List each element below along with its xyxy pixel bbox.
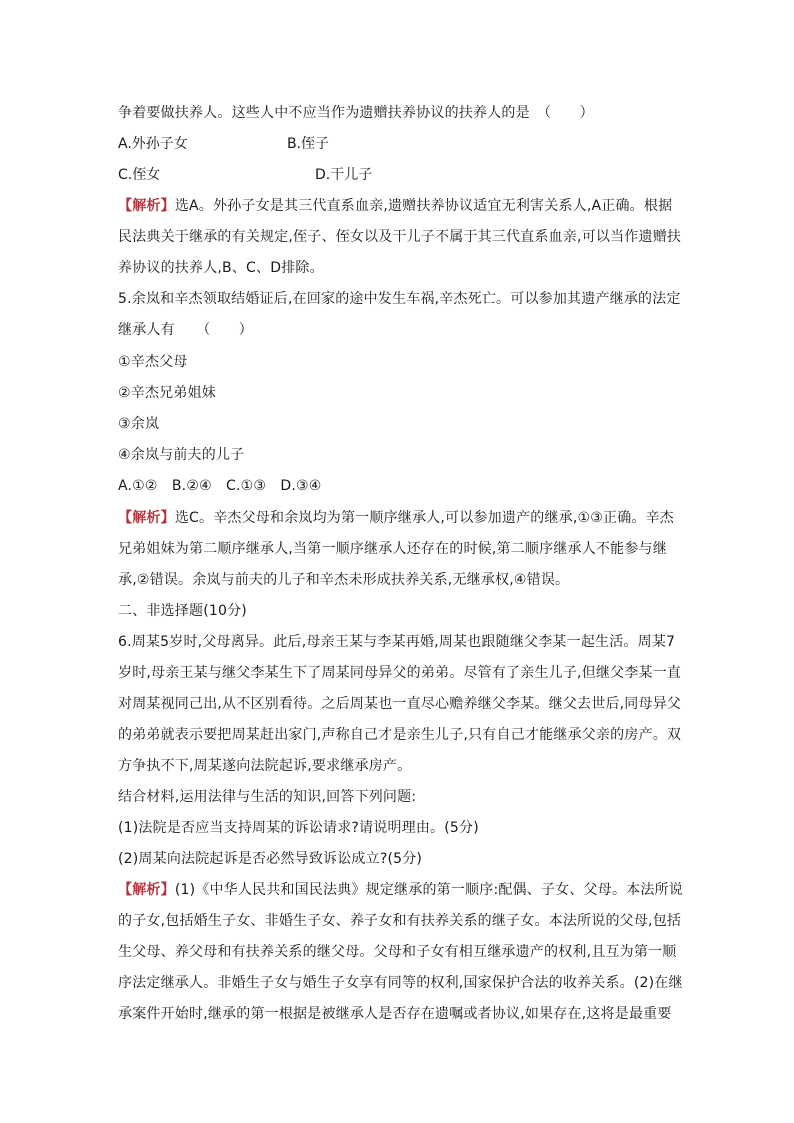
q6-analysis-line-3: 生父母、养父母和有扶养关系的继父母。父母和子女有相互继承遗产的权利,且互为第一顺 xyxy=(118,944,677,960)
q5-options: A.①② B.②④ C.①③ D.③④ xyxy=(118,478,322,494)
q5-analysis-line-2: 兄弟姐妹为第二顺序继承人,当第一顺序继承人还存在的时候,第二顺序继承人不能参与继 xyxy=(118,541,667,557)
section-heading: 二、非选择题(10分) xyxy=(118,603,247,619)
q6-line-5: 方争执不下,周某遂向法院起诉,要求继承房产。 xyxy=(118,758,412,774)
q4-option-b: B.侄子 xyxy=(287,136,330,152)
analysis-tag: 【解析】 xyxy=(118,198,175,214)
q4-analysis-line-2: 民法典关于继承的有关规定,侄子、侄女以及干儿子不属于其三代直系血亲,可以当作遗赠扶 xyxy=(118,229,682,245)
q6-line-3: 对周某视同己出,从不区别看待。之后周某也一直尽心赡养继父李某。继父去世后,同母异父 xyxy=(118,696,682,712)
q6-analysis-line-4: 序法定继承人。非婚生子女与婚生子女享有同等的权利,国家保护合法的收养关系。(2)在继 xyxy=(118,975,683,991)
q5-analysis-line-3: 承,②错误。余岚与前夫的儿子和辛杰未形成扶养关系,无继承权,④错误。 xyxy=(118,572,570,588)
q5-item-1: ①辛杰父母 xyxy=(118,354,188,370)
q6-line-1: 6.周某5岁时,父母离异。此后,母亲王某与李某再婚,周某也跟随继父李某一起生活。周某7 xyxy=(118,634,676,650)
q6-sub-question-2: (2)周某向法院起诉是否必然导致诉讼成立?(5分) xyxy=(118,851,423,867)
q6-analysis-line-5: 承案件开始时,继承的第一根据是被继承人是否存在遗嘱或者协议,如果存在,这将是最重要 xyxy=(118,1006,672,1022)
q4-stem-tail: 争着要做扶养人。这些人中不应当作为遗赠扶养协议的扶养人的是 （ ） xyxy=(118,105,594,121)
analysis-tag: 【解析】 xyxy=(118,882,175,898)
q6-analysis-line-1: 【解析】(1)《中华人民共和国民法典》规定继承的第一顺序:配偶、子女、父母。本法所说 xyxy=(118,882,683,898)
q5-item-4: ④余岚与前夫的儿子 xyxy=(118,447,245,463)
q6-line-4: 的弟弟就表示要把周某赶出家门,声称自己才是亲生儿子,只有自己才能继承父亲的房产。双 xyxy=(118,727,682,743)
q5-stem-line-2: 继承人有 （ ） xyxy=(118,322,253,338)
q6-analysis-line-2: 的子女,包括婚生子女、非婚生子女、养子女和有扶养关系的继子女。本法所说的父母,包括 xyxy=(118,913,682,929)
q4-option-d: D.干儿子 xyxy=(315,167,373,183)
analysis-tag: 【解析】 xyxy=(118,510,175,526)
q6-instruction: 结合材料,运用法律与生活的知识,回答下列问题: xyxy=(118,789,417,805)
q5-item-2: ②辛杰兄弟姐妹 xyxy=(118,385,216,401)
q4-analysis-line-3: 养协议的扶养人,B、C、D排除。 xyxy=(118,260,324,276)
q4-option-a: A.外孙子女 xyxy=(118,136,188,152)
q4-analysis-line-1: 【解析】选A。外孙子女是其三代直系血亲,遗赠扶养协议适宜无利害关系人,A正确。根据 xyxy=(118,198,673,214)
q5-item-3: ③余岚 xyxy=(118,416,160,432)
q4-option-c: C.侄女 xyxy=(118,167,161,183)
q5-stem-line-1: 5.余岚和辛杰领取结婚证后,在回家的途中发生车祸,辛杰死亡。可以参加其遗产继承的法定 xyxy=(118,291,681,307)
q6-sub-question-1: (1)法院是否应当支持周某的诉讼请求?请说明理由。(5分) xyxy=(118,820,479,836)
q5-analysis-line-1: 【解析】选C。辛杰父母和余岚均为第一顺序继承人,可以参加遗产的继承,①③正确。辛杰 xyxy=(118,510,674,526)
q6-line-2: 岁时,母亲王某与继父李某生下了周某同母异父的弟弟。尽管有了亲生儿子,但继父李某一直 xyxy=(118,665,682,681)
